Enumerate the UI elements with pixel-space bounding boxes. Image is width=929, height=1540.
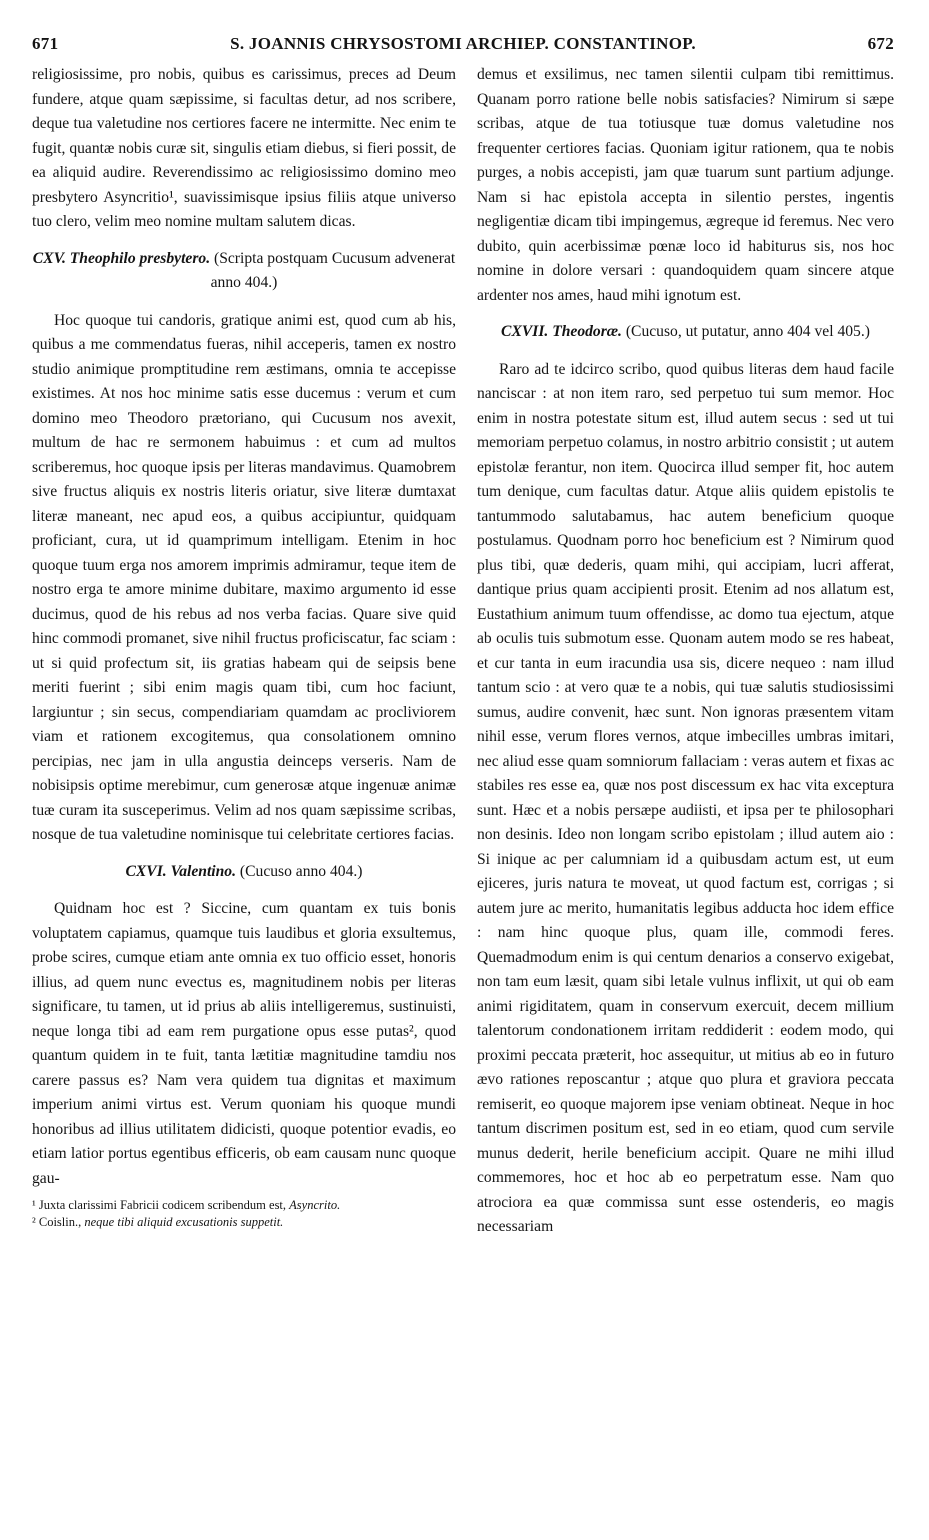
epistle-heading-cxvii bbox=[477, 320, 894, 345]
epistle-note: (Cucuso anno 404.) bbox=[239, 862, 363, 880]
epistle-addressee: Theophilo presbytero. bbox=[69, 249, 211, 267]
paragraph: religiosissime, pro nobis, quibus es carissimus, preces ad Deum fundere, atque quam sæpissime, si facultas detur, ad nos scribere, deque tua valetudine nos certiores facere ne intermitte. Nec enim te fugit, quantæ nobis curæ sit, singulis etiam diebus, si fieri possit, de ea aliquid audire. Reverendissimo ac religiosissimo domino meo presbytero Asyncritio¹, suavissimisque ipsius filiis atque universo tuo clero, velim meo nomine multam salutem dicas. bbox=[32, 66, 456, 230]
footnote-text: ¹ Juxta clarissimi Fabricii codicem scribendum est, bbox=[32, 1198, 287, 1212]
epistle-number: CXV. bbox=[32, 249, 66, 267]
epistle-note: (Cucuso, ut putatur, anno 404 vel 405.) bbox=[625, 323, 870, 340]
page-number-left: 671 bbox=[32, 34, 59, 53]
right-column bbox=[477, 63, 894, 1240]
left-column bbox=[32, 63, 456, 1231]
footnote bbox=[32, 1197, 456, 1213]
paragraph: Hoc quoque tui candoris, gratique animi est, quod cum ab his, quibus a me commendatus fueras, nihil acceperis, tamen ex nostro studio animique promptitudine rem æstimans, omnia te accepisse existimes. At nos hoc minime satis esse ducemus : verum et cum domino meo Theodoro prætoriano, qui Cucusum nos avexit, multum de hac re sermonem habuimus : et cum ad multos scriberemus, hoc quoque ipsis per literas mandavimus. Quamobrem sive fructus aliquis ex nostris literis oriatur, sive literæ dumtaxat literæ maneant, nec apud eos, a quibus accipiuntur, quidquam proficiant, cura, ut id quamprimum intelligam. Etenim in hoc quoque tuum erga nos amorem imprimis admiramur, teque item de nostro erga te amore minime dubitare, maximo argumento id esse ducimus, quod de his rebus ad nos verba facias. Quare sive quid hinc commodi promanet, sive nihil fructus proficiscatur, fac sciam : ut si quid profectum sit, iis gratias habeam qui de seipsis bene meriti fuerint ; sibi enim magis quam tibi, cum hoc faciunt, largiuntur ; sin secus, compendiariam quamdam ac procliviorem viam et rationem excogitemus, qua consolationem omnino percipias, nec jam in ulla angustia deinceps verseris. Nam de nobisipsis optime merebimur, cum generosæ atque ingenuæ animæ tuæ curam ita susceperimus. Velim ad nos quam sæpissime scribas, nosque de tua valetudine nominisque tui celebritate certiores facias. bbox=[32, 311, 456, 843]
paragraph: Raro ad te idcirco scribo, quod quibus literas dem haud facile nanciscar : at non item raro, sed perpetuo tui sum memor. Hoc enim in nostra potestate situm est, illud autem secus : sed ut tui memoriam perpetuo colamus, in nostro arbitrio consistit ; ut autem epistolæ ferantur, non item. Quocirca illud semper fit, hoc autem tum denique, cum facultas datur. Atque aliis quidem epistolis te tantummodo salutabamus, hac autem beneficium quoque postulamus. Quodnam porro hoc beneficium est ? Nimirum quod plus tibi, quæ dederis, quam mihi, qui accipiam, lucri afferat, dantique prius quam accipienti prosit. Etenim ad nos allatum est, Eustathium animum tuum offendisse, ac domo tua ejectum, atque ab oculis tuis submotum esse. Quonam autem modo se res habeat, et cur tanta in eum iracundia usa sis, dicere nequeo : nam illud tantum scio : at vero quæ te a nobis, qui tuæ salutis studiosissimi sumus, audire convenit, hæc sunt. Non ignoras præsentem vitam nihil esse, verum flores vernos, atque imbecilles umbras imitari, nec aliud esse quam somniorum fallaciam : veras autem et fixas ac stabiles res esse ea, quæ nos post discessum ex hac vita exceptura sunt. Hæc et a nobis persæpe audiisti, et ipsa per te philosophari non desinis. Ideo non longam scribo epistolam ; illud autem aio : Si inique ac per calumniam id a quibusdam actum est, ut eum ejiceres, juris natura te moveat, ut quod factum est, corrigas ; si autem jure ac merito, humanitatis legibus adducta hoc idem effice : nam hinc quoque plus, quam ille, commodi feres. Quemadmodum enim is qui centum denarios a conservo exigebat, non tam eum læsit, quam sibi letale vulnus inflixit, ut qui ob eam animi rigiditatem, quam in conservum exercuit, decem millium talentorum condonationem irritam reddiderit : eodem modo, qui proximi peccata præterit, hoc assequitur, ut mitius ab eo in futuro ævo rationes reposcantur ; atque quo plura et graviora peccata remiserit, eo quoque majorem ipse veniam obtineat. Neque in hoc tantum discrimen positum est, sed in eo etiam, quod cum servile munus dederit, herile beneficium accipit. Quare ne mihi illud commemores, hoc et hoc ab eo perpetratum esse. Nam quo atrociora ea quæ commissa sunt esse ostenderis, eo magis necessariam bbox=[477, 360, 894, 1235]
epistle-heading-cxv bbox=[32, 247, 456, 296]
footnote-text: ² Coislin., bbox=[32, 1215, 82, 1229]
running-header bbox=[32, 34, 894, 60]
epistle-number: CXVI. bbox=[125, 862, 167, 880]
footnote-variant: Asyncrito. bbox=[289, 1198, 341, 1212]
paragraph: Quidnam hoc est ? Siccine, cum quantam ex tuis bonis voluptatem capiamus, quamque tuis laudibus et gloria exsultemus, probe scires, cumque etiam ante omnia ex tuo officio esset, honoris illius, ad quem nunc evectus es, magnitudinem nobis per literas significare, tu tamen, ut id prius ab aliis intelligeremus, sustinuisti, neque longa tibi ad eam rem purgatione opus esse putas², quod quantum quidem in te fuit, tanta lætitiæ magnitudine tamdiu nos carere passus es? Nam vera quidem tua dignitas et maximum imperium animi virtus est. Verum quoniam his quoque mundi honoribus ad illius utilitatem didicisti, quoque potentior evadis, eo etiam latior portus egentibus efficeris, ob eam causam nunc quoque gau- bbox=[32, 900, 456, 1187]
epistle-heading-cxvi bbox=[32, 860, 456, 885]
epistle-addressee: Theodoræ. bbox=[552, 323, 622, 340]
epistle-note: (Scripta postquam Cucusum advenerat anno 404.) bbox=[210, 249, 456, 291]
footnote-variant: neque tibi aliquid excusationis suppetit. bbox=[84, 1215, 284, 1229]
footnote bbox=[32, 1214, 456, 1230]
footnotes bbox=[32, 1197, 456, 1230]
epistle-addressee: Valentino. bbox=[170, 862, 237, 880]
paragraph: demus et exsilimus, nec tamen silentii culpam tibi remittimus. Quanam porro ratione belle nobis satisfacies? Nimirum si sæpe scribas, atque de tua totiusque tuæ domus valetudine nos frequenter certiores facias. Quoniam igitur rationem, qua te nobis purges, a nobis accepisti, jam quæ tuarum sunt partium adjunge. Nam si hac epistola accepta in silentio perstes, ingentis negligentiæ dicam tibi impingemus, ægreque id feremus. Nec vero dubito, quin acerbissimæ pœnæ loco id habiturus sis, nos hoc nomine in dolore versari : quandoquidem quam sincere atque ardenter nos ames, haud mihi ignotum est. bbox=[477, 66, 894, 304]
epistle-number: CXVII. bbox=[501, 323, 549, 340]
page-number-right: 672 bbox=[867, 34, 894, 53]
running-title: S. JOANNIS CHRYSOSTOMI ARCHIEP. CONSTANTINOP. bbox=[230, 34, 696, 53]
